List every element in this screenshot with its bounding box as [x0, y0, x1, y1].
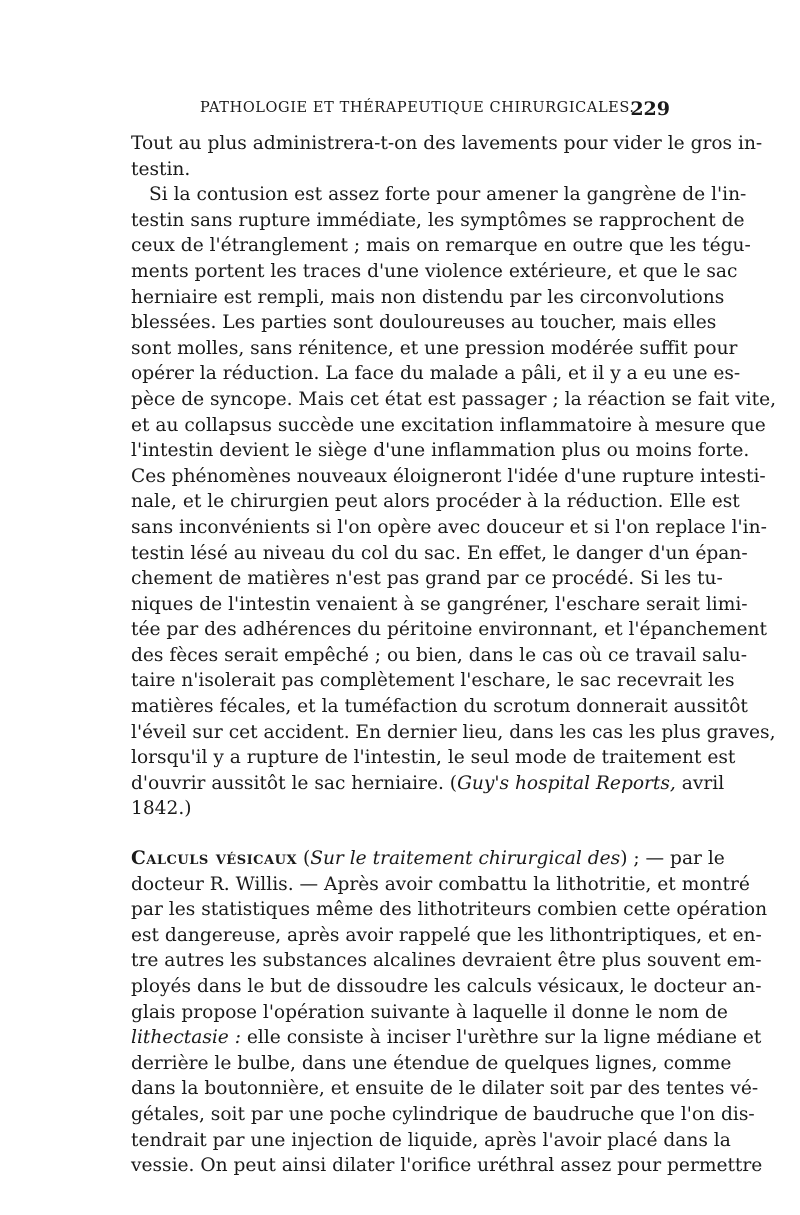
- text-line: [131, 617, 767, 643]
- text-line: [131, 974, 762, 1000]
- line-text: gétales, soit par une poche cylindrique de baudruche que l'on dis-: [131, 1103, 755, 1125]
- text-line: [131, 541, 748, 567]
- line-text: Ces phénomènes nouveaux éloigneront l'idée d'une rupture intesti-: [131, 465, 766, 487]
- line-text: Tout au plus administrera-t-on des lavements pour vider le gros in-: [131, 133, 763, 154]
- line-text: testin.: [131, 158, 191, 180]
- text-line: [131, 566, 723, 592]
- line-text: ceux de l'étranglement ; mais on remarque en outre que les tégu-: [131, 235, 751, 257]
- text-line: [131, 1153, 763, 1179]
- running-head: PATHOLOGIE ET THÉRAPEUTIQUE CHIRURGICALES.: [200, 100, 635, 116]
- line-text: elle consiste à inciser l'urèthre sur la ligne médiane et: [240, 1027, 762, 1049]
- text-line: [131, 720, 776, 746]
- line-text: opérer la réduction. La face du malade a pâli, et il y a eu une es-: [131, 363, 741, 385]
- text-line: [131, 668, 735, 694]
- text-line: [131, 464, 766, 490]
- text-line: [131, 515, 767, 541]
- text-line: [131, 1000, 728, 1026]
- text-line: [131, 846, 725, 872]
- line-text: vessie. On peut ainsi dilater l'orifice uréthral assez pour permettre: [131, 1155, 763, 1177]
- text-line: [131, 131, 763, 157]
- italic-text: Sur le traitement chirurgical des: [310, 848, 621, 870]
- text-line: [131, 1051, 732, 1077]
- paragraph-gap: [131, 822, 669, 846]
- text-line: [131, 489, 740, 515]
- line-text: ployés dans le but de dissoudre les calculs vésicaux, le docteur an-: [131, 976, 762, 997]
- line-text: est dangereuse, après avoir rappelé que les lithontriptiques, et en-: [131, 924, 762, 946]
- line-text: niques de l'intestin venaient à se gangréner, l'eschare serait limi-: [131, 593, 748, 615]
- line-text: taire n'isolerait pas complètement l'eschare, le sac recevrait les: [131, 670, 735, 692]
- line-text: d'ouvrir aussitôt le sac herniaire. (: [131, 772, 458, 794]
- page-number: 229: [630, 98, 670, 120]
- text-line: [131, 796, 669, 822]
- page-header: [130, 100, 670, 130]
- line-text: et au collapsus succède une excitation inflammatoire à mesure que: [131, 414, 766, 436]
- text-line: [131, 1102, 755, 1128]
- section-heading: Calculs vésicaux: [131, 848, 298, 870]
- line-text: nale, et le chirurgien peut alors procéder à la réduction. Elle est: [131, 491, 740, 513]
- line-text: derrière le bulbe, dans une étendue de quelques lignes, comme: [131, 1052, 732, 1074]
- text-line: [131, 157, 669, 183]
- line-text: (: [297, 848, 311, 870]
- line-text: blessées. Les parties sont douloureuses au toucher, mais elles: [131, 312, 717, 334]
- text-line: [131, 872, 750, 898]
- body-text: [131, 131, 777, 1179]
- text-line: [131, 771, 725, 797]
- line-text: avril: [675, 772, 725, 794]
- text-line: [131, 592, 748, 618]
- text-line: [131, 923, 762, 949]
- line-text: dans la boutonnière, et ensuite de le dilater soit par des tentes vé-: [131, 1078, 759, 1100]
- text-line: [131, 948, 762, 974]
- text-line: [131, 1128, 731, 1154]
- line-text: matières fécales, et la tuméfaction du scrotum donnerait aussitôt: [131, 696, 748, 718]
- line-text: sans inconvénients si l'on opère avec douceur et si l'on replace l'in-: [131, 516, 767, 538]
- text-line: [131, 208, 745, 234]
- line-text: des fèces serait empêché ; ou bien, dans le cas où ce travail salu-: [131, 644, 748, 666]
- text-line: [131, 233, 751, 259]
- text-line: [131, 745, 736, 771]
- line-text: lorsqu'il y a rupture de l'intestin, le seul mode de traitement est: [131, 747, 736, 769]
- text-line: [131, 310, 717, 336]
- line-text: ) ; — par le: [620, 848, 725, 870]
- line-text: Si la contusion est assez forte pour amener la gangrène de l'in-: [149, 184, 747, 206]
- line-text: testin sans rupture immédiate, les symptômes se rapprochent de: [131, 209, 745, 231]
- text-line: [131, 285, 725, 311]
- line-text: glais propose l'opération suivante à laquelle il donne le nom de: [131, 1001, 728, 1023]
- line-text: tendrait par une injection de liquide, après l'avoir placé dans la: [131, 1129, 731, 1151]
- text-line: [131, 413, 766, 439]
- line-text: tre autres les substances alcalines devraient être plus souvent em-: [131, 950, 762, 972]
- line-text: 1842.): [131, 798, 192, 820]
- italic-text: Guy's hospital Reports,: [457, 772, 676, 794]
- text-line: [131, 1025, 762, 1051]
- line-text: ments portent les traces d'une violence extérieure, et que le sac: [131, 260, 738, 282]
- text-line: [131, 694, 748, 720]
- line-text: l'éveil sur cet accident. En dernier lieu, dans les cas les plus graves,: [131, 721, 776, 743]
- line-text: sont molles, sans rénitence, et une pression modérée suffit pour: [131, 337, 738, 359]
- line-text: pèce de syncope. Mais cet état est passager ; la réaction se fait vite,: [131, 388, 777, 410]
- text-line: [131, 361, 741, 387]
- line-text: par les statistiques même des lithotriteurs combien cette opération: [131, 899, 768, 921]
- text-line: [131, 438, 750, 464]
- line-text: l'intestin devient le siège d'une inflammation plus ou moins forte.: [131, 440, 750, 462]
- line-text: herniaire est rempli, mais non distendu par les circonvolutions: [131, 286, 725, 308]
- line-text: chement de matières n'est pas grand par ce procédé. Si les tu-: [131, 568, 723, 590]
- text-line: [131, 387, 777, 413]
- text-line: [131, 259, 738, 285]
- text-line: [131, 1076, 759, 1102]
- line-text: docteur R. Willis. — Après avoir combattu la lithotritie, et montré: [131, 873, 750, 895]
- text-line: [131, 182, 747, 208]
- text-line: [131, 643, 748, 669]
- text-line: [131, 897, 768, 923]
- line-text: tée par des adhérences du péritoine environnant, et l'épanchement: [131, 619, 767, 641]
- text-line: [131, 336, 738, 362]
- italic-text: lithectasie :: [131, 1027, 241, 1049]
- line-text: testin lésé au niveau du col du sac. En effet, le danger d'un épan-: [131, 542, 748, 564]
